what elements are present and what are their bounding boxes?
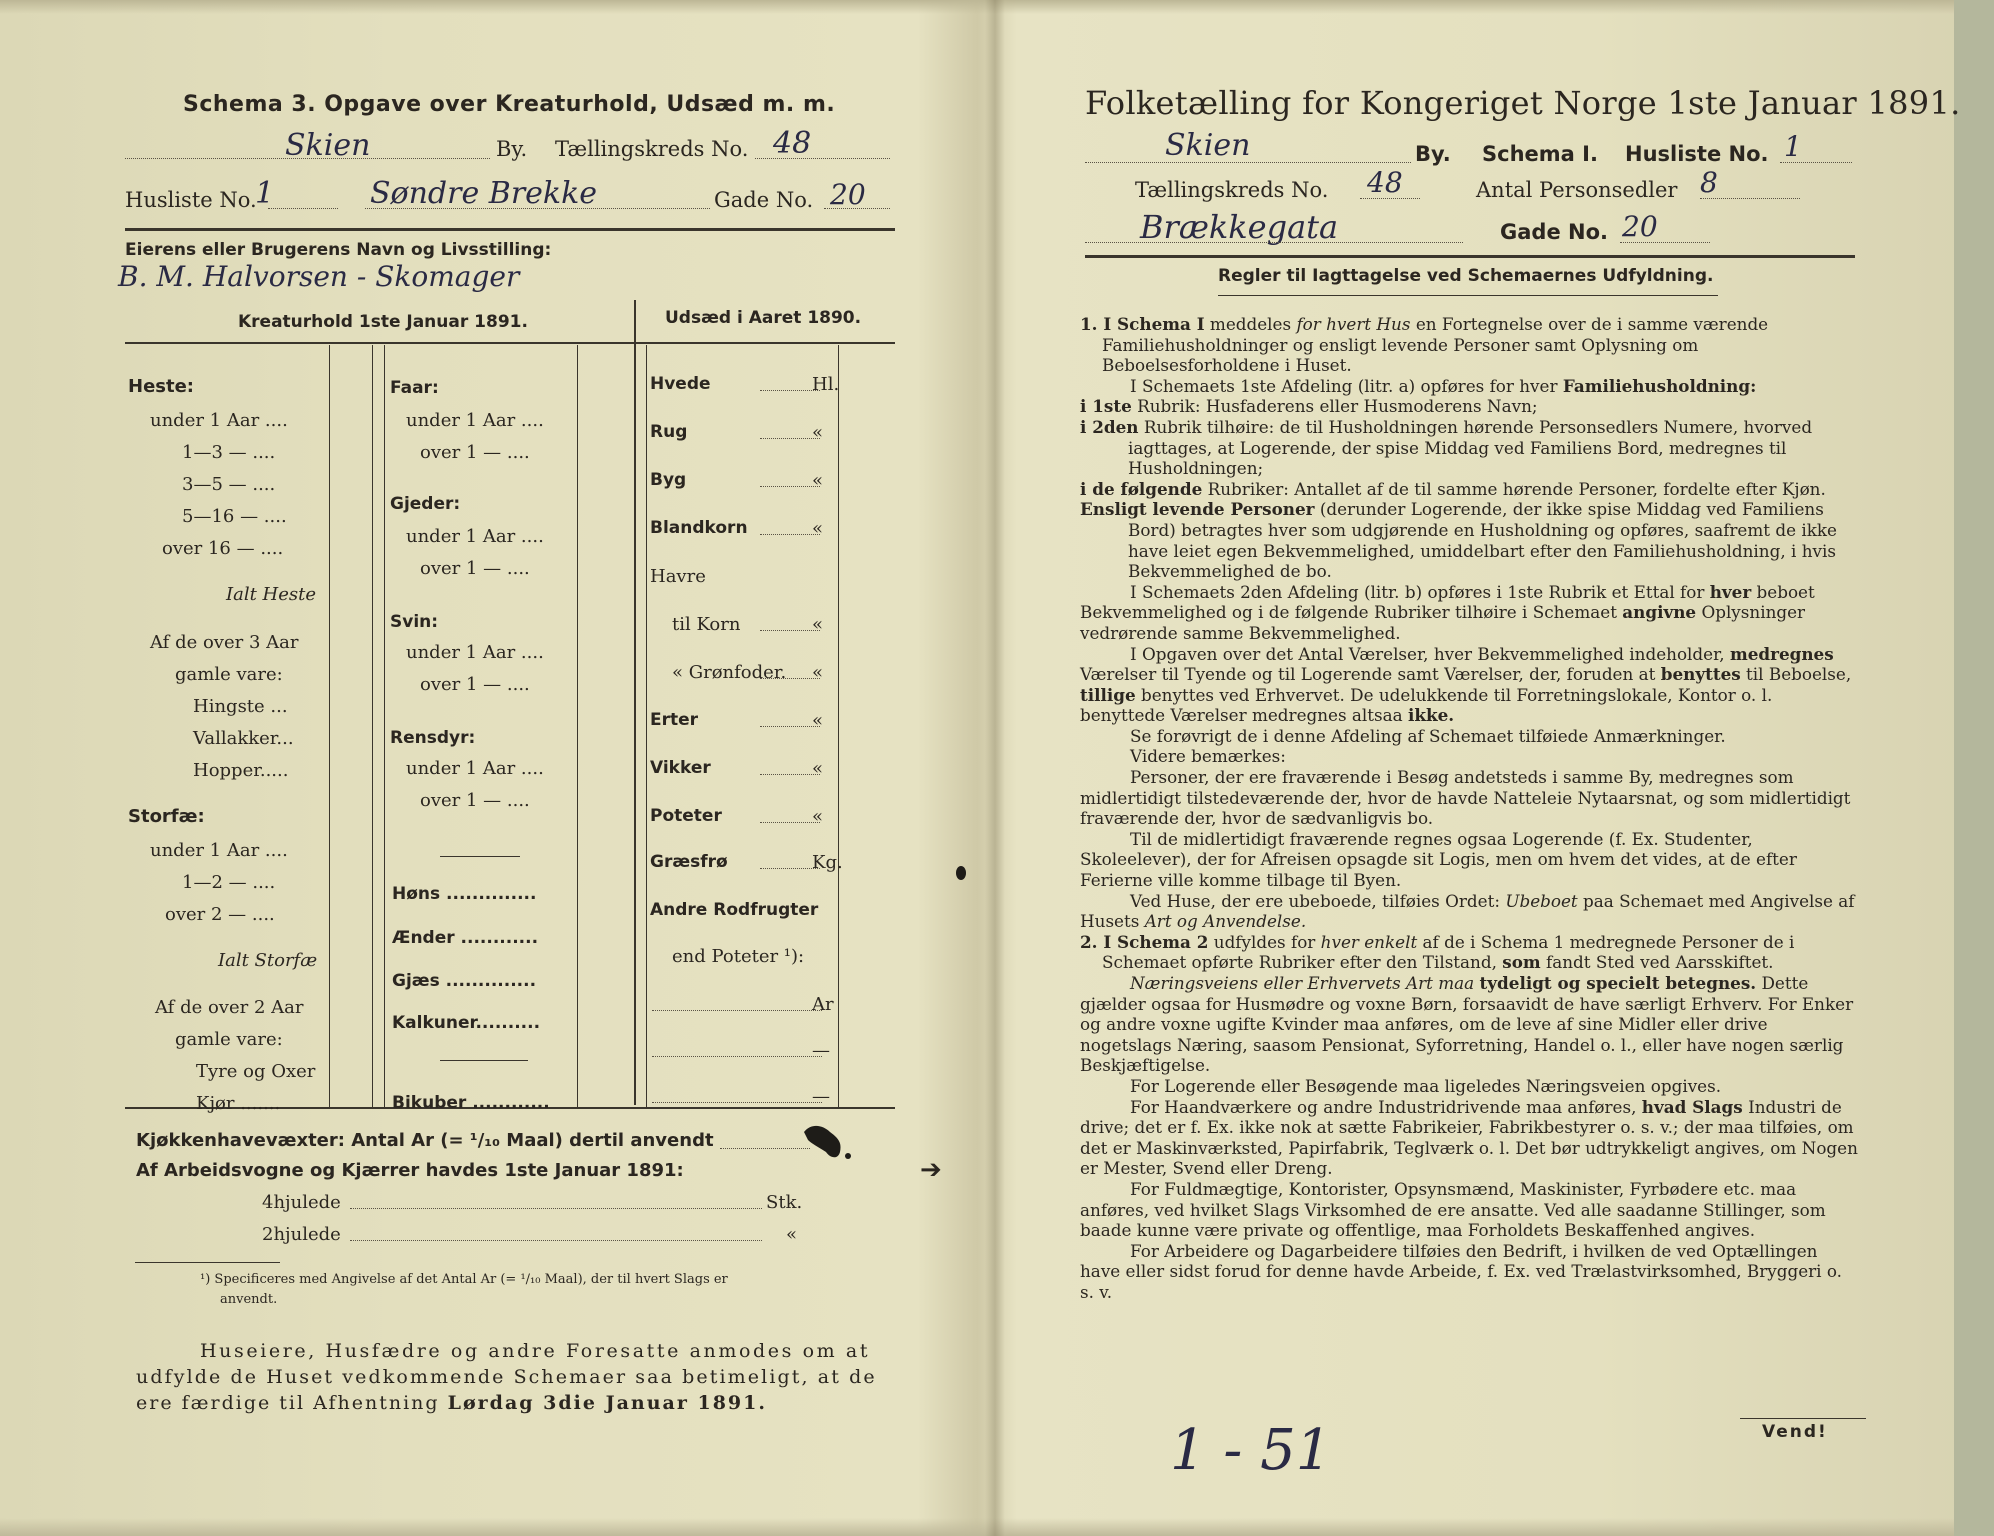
udsaed-unit: — — [812, 1040, 830, 1061]
udsaed-unit: « — [812, 422, 824, 443]
dotted-line — [268, 208, 338, 209]
ink-blot — [800, 1122, 860, 1162]
rule-paragraph: For Logerende eller Besøgende maa ligeledes Næringsveien opgives. — [1130, 1075, 1722, 1096]
svin-title: Svin: — [390, 612, 439, 632]
dotted-line — [350, 1208, 762, 1209]
footnote: ¹) Specificeres med Angivelse af det Antal Ar (= ¹/₁₀ Maal), der til hvert Slags er — [200, 1272, 728, 1287]
udsaed-unit: « — [812, 662, 824, 683]
heste-kind: Vallakker... — [193, 728, 294, 749]
udsaed-label: Poteter — [650, 806, 722, 826]
hjul4-label: 4hjulede — [262, 1192, 341, 1213]
by-label: By. — [496, 137, 528, 161]
heste-title: Heste: — [128, 376, 194, 397]
page-fold — [985, 0, 1005, 1536]
dotted-line — [760, 486, 820, 487]
udsaed-label: Rug — [650, 422, 688, 442]
storfae-row: over 2 — .... — [165, 904, 275, 925]
rule-paragraph: Til de midlertidigt fraværende regnes ogsaa Logerende (f. Ex. Studenter, Skoleelever), der for Afreisen opsagde sit Logis, men om hvem det vides, at de efter Ferierne ville komme tilbage til Byen. — [1080, 828, 1797, 891]
right-gade-handwriting: 20 — [1622, 210, 1658, 243]
heste-kind: Hopper..... — [193, 760, 289, 781]
rules-text — [1080, 314, 1860, 1303]
column-divider — [384, 345, 385, 1107]
column-divider — [329, 345, 330, 1107]
dotted-line — [760, 678, 820, 679]
heste-row: over 16 — .... — [162, 538, 284, 559]
rule-paragraph: i de følgende Rubriker: Antallet af de til samme hørende Personer, fordelte efter Kjøn. — [1080, 478, 1826, 499]
rensdyr-title: Rensdyr: — [390, 728, 476, 748]
right-street-handwriting: Brækkegata — [1140, 208, 1339, 246]
husliste-label: Husliste No. — [125, 188, 257, 212]
archive-number: 1 - 51 — [1170, 1418, 1332, 1483]
faar-row: under 1 Aar .... — [406, 410, 544, 431]
closing-text: ere færdige til Afhentning — [136, 1392, 440, 1414]
dotted-line — [760, 868, 820, 869]
street-handwriting: Søndre Brekke — [370, 176, 598, 211]
kjokken-text: Kjøkkenhavevæxter: Antal Ar (= ¹/₁₀ Maal) dertil anvendt — [136, 1130, 714, 1151]
column-divider — [838, 345, 839, 1107]
city-handwriting: Skien — [285, 128, 371, 163]
left-title: Schema 3. Opgave over Kreaturhold, Udsæd m. m. — [183, 92, 836, 117]
heste-row: 5—16 — .... — [182, 506, 287, 527]
udsaed-label: end Poteter ¹): — [672, 946, 805, 967]
thick-rule — [1085, 255, 1855, 258]
rule-paragraph: Ved Huse, der ere ubeboede, tilføies Ordet: Ubeboet paa Schemaet med Angivelse af Husets Art og Anvendelse. — [1080, 890, 1855, 932]
thick-rule — [125, 228, 895, 231]
heste-row: 1—3 — .... — [182, 442, 276, 463]
storfae-sub: gamle vare: — [175, 1029, 283, 1050]
footnote-rule — [135, 1262, 280, 1263]
column-divider — [634, 300, 636, 1105]
right-gade-label: Gade No. — [1500, 220, 1608, 244]
dotted-line — [1360, 198, 1420, 199]
gjeder-row: under 1 Aar .... — [406, 526, 544, 547]
storfae-row: under 1 Aar .... — [150, 840, 288, 861]
head-udsaed: Udsæd i Aaret 1890. — [665, 308, 862, 328]
dotted-line — [760, 726, 820, 727]
dotted-line — [1700, 198, 1800, 199]
storfae-kind: Kjør ....... — [196, 1093, 281, 1114]
dotted-line — [652, 1102, 822, 1103]
kjokken-line — [136, 1130, 714, 1151]
right-by: By. — [1415, 142, 1451, 166]
dotted-line — [760, 774, 820, 775]
udsaed-unit: « — [812, 518, 824, 539]
rensdyr-row: over 1 — .... — [420, 790, 530, 811]
rule-paragraph: For Haandværkere og andre Industridrivende maa anføres, hvad Slags Industri de drive; det er f. Ex. ikke nok at sætte Fabrikeier, Fabrikbestyrer o. s. v.; der maa tilføies, om det er Maskinværksted, Papirfabrik, Teglværk o. l. Det bør udtrykkeligt angives, om Nogen er Mester, Svend eller Dreng. — [1080, 1096, 1858, 1179]
right-kreds-handwriting: 48 — [1367, 166, 1403, 199]
column-divider — [372, 345, 373, 1107]
poultry-row: Kalkuner.......... — [392, 1013, 541, 1033]
udsaed-label: til Korn — [672, 614, 741, 635]
heste-sub: Af de over 3 Aar — [150, 632, 299, 653]
heste-sub: gamle vare: — [175, 664, 283, 685]
arbeid-text: Af Arbeidsvogne og Kjærrer havdes 1ste Januar 1891: — [136, 1160, 684, 1181]
poultry-row: Bikuber ............ — [392, 1093, 550, 1113]
dotted-line — [652, 1056, 822, 1057]
udsaed-unit: Ar — [812, 994, 834, 1015]
rensdyr-row: under 1 Aar .... — [406, 758, 544, 779]
udsaed-label: Hvede — [650, 374, 711, 394]
column-divider — [646, 345, 647, 1107]
dotted-line — [760, 390, 820, 391]
gade-label: Gade No. — [714, 188, 814, 212]
column-divider — [577, 345, 578, 1107]
udsaed-unit: « — [812, 710, 824, 731]
rule-paragraph: Ensligt levende Personer (derunder Logerende, der ikke spise Middag ved Familiens Bord) betragtes hver som udgjørende en Husholdning og opføres, saafremt de ikke have leiet egen Bekvemmelighed, umiddelbart efter den Familiehusholdning, i hvis Bekvemmelighed de bo. — [1080, 499, 1837, 582]
udsaed-label: « Grønfoder. — [672, 662, 787, 683]
dotted-line — [1620, 242, 1710, 243]
husliste-handwriting: 1 — [255, 176, 275, 211]
rule-paragraph: 1. I Schema I meddeles for hvert Hus en Fortegnelse over de i samme værende Familiehusholdninger og ensligt levende Personer samt Oplysning om Beboelsesforholdene i Huset. — [1080, 314, 1769, 376]
scan-background — [1954, 0, 1994, 1536]
rule-paragraph: For Fuldmægtige, Kontorister, Opsynsmænd, Maskinister, Fyrbødere etc. maa anføres, ved hvilket Slags Virksomhed de ere ansatte. Ved alle saadanne Stillinger, som baade kunne være private og offentlige, maa Forholdets Beskaffenhed angives. — [1080, 1178, 1826, 1241]
rule-paragraph: Næringsveiens eller Erhvervets Art maa tydeligt og specielt betegnes. Dette gjælder ogsaa for Husmødre og voxne Børn, forsaavidt de have særligt Erhverv. For Enker og andre voxne ugifte Kvinder maa anføres, om de leve af sine Midler eller drive nogetslags Næring, saasom Pensionat, Syforretning, Handel o. l., eller have nogen særlig Beskjæftigelse. — [1080, 973, 1854, 1076]
udsaed-unit: « — [812, 470, 824, 491]
rule-paragraph: Personer, der ere fraværende i Besøg andetsteds i samme By, medregnes som midlertidigt tilstedeværende der, hvor de havde Natteleie Nytaarsnat, og som midlertidigt fraværende der, hvor de sædvanligvis bo. — [1080, 767, 1851, 829]
gade-handwriting: 20 — [830, 178, 866, 211]
rule-paragraph: I Schemaets 2den Afdeling (litr. b) opføres i 1ste Rubrik et Ettal for hver beboet Bekvemmelighed og i de følgende Rubriker tilhøire i Schemaet angivne Oplysninger vedrørende samme Bekvemmelighed. — [1080, 581, 1815, 643]
udsaed-unit: Kg. — [812, 852, 843, 873]
dotted-line — [760, 438, 820, 439]
udsaed-unit: Hl. — [812, 374, 840, 395]
vend-rule — [1740, 1418, 1866, 1419]
udsaed-unit: — — [812, 1086, 830, 1107]
footnote: anvendt. — [220, 1292, 278, 1307]
ink-dot — [956, 866, 966, 880]
owner-handwriting: B. M. Halvorsen - Skomager — [118, 260, 520, 293]
udsaed-unit: « — [812, 614, 824, 635]
right-husliste: Husliste No. — [1625, 142, 1769, 166]
dotted-line — [652, 1010, 822, 1011]
right-schema: Schema I. — [1482, 142, 1598, 166]
rule-paragraph: Videre bemærkes: — [1130, 746, 1286, 767]
closing-line: Huseiere, Husfædre og andre Foresatte anmodes om at — [200, 1340, 871, 1362]
dotted-line — [1780, 162, 1852, 163]
heste-kind: Hingste ... — [193, 696, 288, 717]
rule-paragraph: i 1ste Rubrik: Husfaderens eller Husmoderens Navn; — [1080, 396, 1538, 417]
udsaed-label: Byg — [650, 470, 687, 490]
head-kreaturhold: Kreaturhold 1ste Januar 1891. — [238, 312, 528, 332]
gjeder-row: over 1 — .... — [420, 558, 530, 579]
rule-paragraph: i 2den Rubrik tilhøire: de til Husholdningen hørende Personsedlers Numere, hvorved iagttages, at Logerende, der spise Middag ved Familiens Bord, medregnes til Husholdningen; — [1080, 416, 1813, 479]
storfae-row: 1—2 — .... — [182, 872, 276, 893]
udsaed-label: Blandkorn — [650, 518, 748, 538]
kreds-label: Tællingskreds No. — [555, 137, 749, 161]
closing-date: Lørdag 3die Januar 1891. — [447, 1392, 767, 1414]
dotted-line — [1085, 242, 1463, 243]
vend-label: Vend! — [1762, 1422, 1828, 1442]
rule-paragraph: I Schemaets 1ste Afdeling (litr. a) opføres for hver Familiehusholdning: — [1130, 375, 1757, 396]
faar-title: Faar: — [390, 378, 439, 398]
dotted-line — [350, 1240, 762, 1241]
short-rule — [440, 856, 520, 857]
heste-row: 3—5 — .... — [182, 474, 276, 495]
right-husliste-handwriting: 1 — [1784, 130, 1802, 163]
gjeder-title: Gjeder: — [390, 494, 461, 514]
short-rule — [440, 1060, 528, 1061]
right-antal-handwriting: 8 — [1700, 166, 1718, 199]
rule-paragraph: For Arbeidere og Dagarbeidere tilføies den Bedrift, i hvilken de ved Optællingen have eller sidst forud for denne havde Arbeide, f. Ex. ved Trælastvirksomhed, Bryggeri o. s. v. — [1080, 1240, 1842, 1302]
poultry-row: Gjæs .............. — [392, 971, 537, 991]
svin-row: over 1 — .... — [420, 674, 530, 695]
udsaed-unit: « — [812, 758, 824, 779]
pointer-mark: ➔ — [920, 1155, 942, 1185]
rule-paragraph: Se forøvrigt de i denne Afdeling af Schemaet tilføiede Anmærkninger. — [1130, 725, 1726, 746]
right-title: Folketælling for Kongeriget Norge 1ste Januar 1891. — [1085, 84, 1961, 122]
svin-row: under 1 Aar .... — [406, 642, 544, 663]
right-city-handwriting: Skien — [1165, 128, 1251, 163]
udsaed-unit: « — [812, 806, 824, 827]
table-header-rule — [125, 342, 895, 344]
udsaed-label: Erter — [650, 710, 699, 730]
dotted-line — [760, 630, 820, 631]
dotted-line — [720, 1148, 810, 1149]
faar-row: over 1 — .... — [420, 442, 530, 463]
udsaed-label: Vikker — [650, 758, 711, 778]
udsaed-label: Andre Rodfrugter — [650, 900, 819, 920]
closing-line — [136, 1392, 767, 1414]
rule-paragraph: I Opgaven over det Antal Værelser, hver Bekvemmelighed indeholder, medregnes Værelser til Tyende og til Logerende samt Værelser, der, foruden at benyttes til Beboelse, tillige benyttes ved Erhvervet. De udelukkende til Forretningslokale, Kontor o. l. benyttede Værelser medregnes altsaa ikke. — [1080, 643, 1852, 726]
owner-label: Eierens eller Brugerens Navn og Livsstilling: — [125, 240, 552, 260]
hjul2-label: 2hjulede — [262, 1224, 341, 1245]
rules-title-rule — [1218, 295, 1718, 296]
heste-total: Ialt Heste — [226, 584, 317, 605]
poultry-row: Høns .............. — [392, 884, 537, 904]
hjul2-unit: « — [786, 1224, 798, 1245]
hjul4-unit: Stk. — [766, 1192, 803, 1213]
udsaed-label: Havre — [650, 566, 706, 587]
storfae-kind: Tyre og Oxer — [196, 1061, 316, 1082]
storfae-total: Ialt Storfæ — [218, 950, 318, 971]
right-antal-label: Antal Personsedler — [1476, 178, 1678, 202]
rule-paragraph: 2. I Schema 2 udfyldes for hver enkelt af de i Schema 1 medregnede Personer de i Schemaet opførte Rubriker efter den Tilstand, som fandt Sted ved Aarsskiftet. — [1080, 931, 1795, 973]
kreds-handwriting: 48 — [773, 126, 812, 161]
storfae-title: Storfæ: — [128, 806, 205, 827]
closing-line: udfylde de Huset vedkommende Schemaer saa betimeligt, at de — [136, 1366, 877, 1388]
poultry-row: Ænder ............ — [392, 928, 539, 948]
dotted-line — [760, 822, 820, 823]
udsaed-label: Græsfrø — [650, 852, 728, 872]
storfae-sub: Af de over 2 Aar — [155, 997, 304, 1018]
rules-title: Regler til Iagttagelse ved Schemaernes Udfyldning. — [1218, 266, 1714, 286]
right-kreds-label: Tællingskreds No. — [1135, 178, 1329, 202]
dotted-line — [760, 534, 820, 535]
heste-row: under 1 Aar .... — [150, 410, 288, 431]
